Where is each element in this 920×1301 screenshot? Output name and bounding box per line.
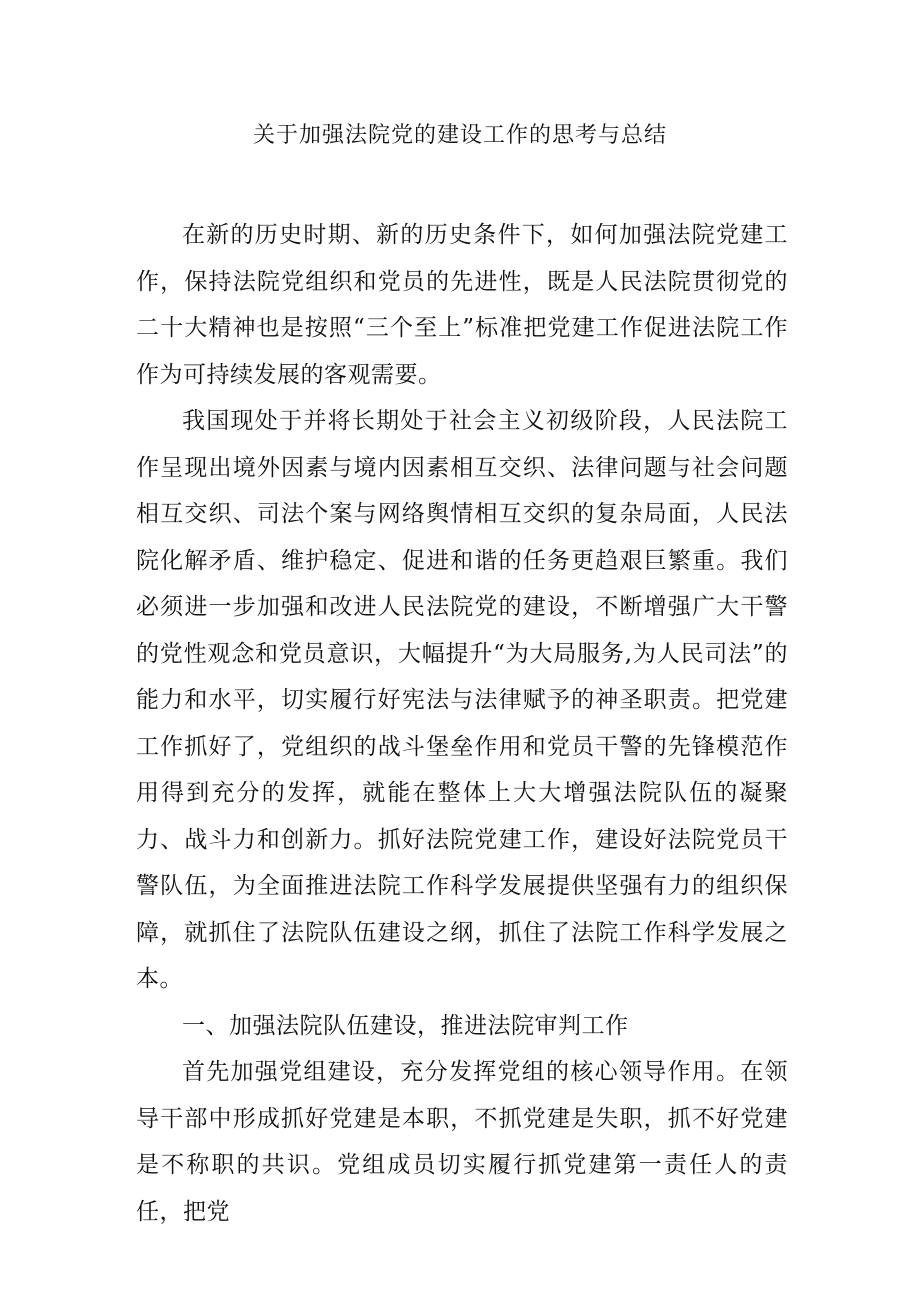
paragraph-intro: 在新的历史时期、新的历史条件下，如何加强法院党建工作，保持法院党组织和党员的先进性，既是人民法院贯彻党的二十大精神也是按照“三个至上”标准把党建工作促进法院工作作为可持续发展的客观需要。: [136, 222, 788, 388]
section-heading-1: 一、加强法院队伍建设，推进法院审判工作: [182, 1012, 629, 1039]
document-body: [136, 212, 788, 1235]
paragraph-background: 我国现处于并将长期处于社会主义初级阶段，人民法院工作呈现出境外因素与境内因素相互交织、法律问题与社会问题相互交织、司法个案与网络舆情相互交织的复杂局面，人民法院化解矛盾、维护稳定、促进和谐的任务更趋艰巨繁重。我们必须进一步加强和改进人民法院党的建设，不断增强广大干警的党性观念和党员意识，大幅提升“为大局服务,为人民司法”的能力和水平，切实履行好宪法与法律赋予的神圣职责。把党建工作抓好了，党组织的战斗堡垒作用和党员干警的先锋模范作用得到充分的发挥，就能在整体上大大增强法院队伍的凝聚力、战斗力和创新力。抓好法院党建工作，建设好法院党员干警队伍，为全面推进法院工作科学发展提供坚强有力的组织保障，就抓住了法院队伍建设之纲，抓住了法院工作科学发展之本。: [136, 408, 788, 992]
paragraph-section-1: 首先加强党组建设，充分发挥党组的核心领导作用。在领导干部中形成抓好党建是本职，不抓党建是失职，抓不好党建是不称职的共识。党组成员切实履行抓党建第一责任人的责任，把党: [136, 1059, 788, 1225]
document-title: 关于加强法院党的建设工作的思考与总结: [252, 123, 667, 148]
